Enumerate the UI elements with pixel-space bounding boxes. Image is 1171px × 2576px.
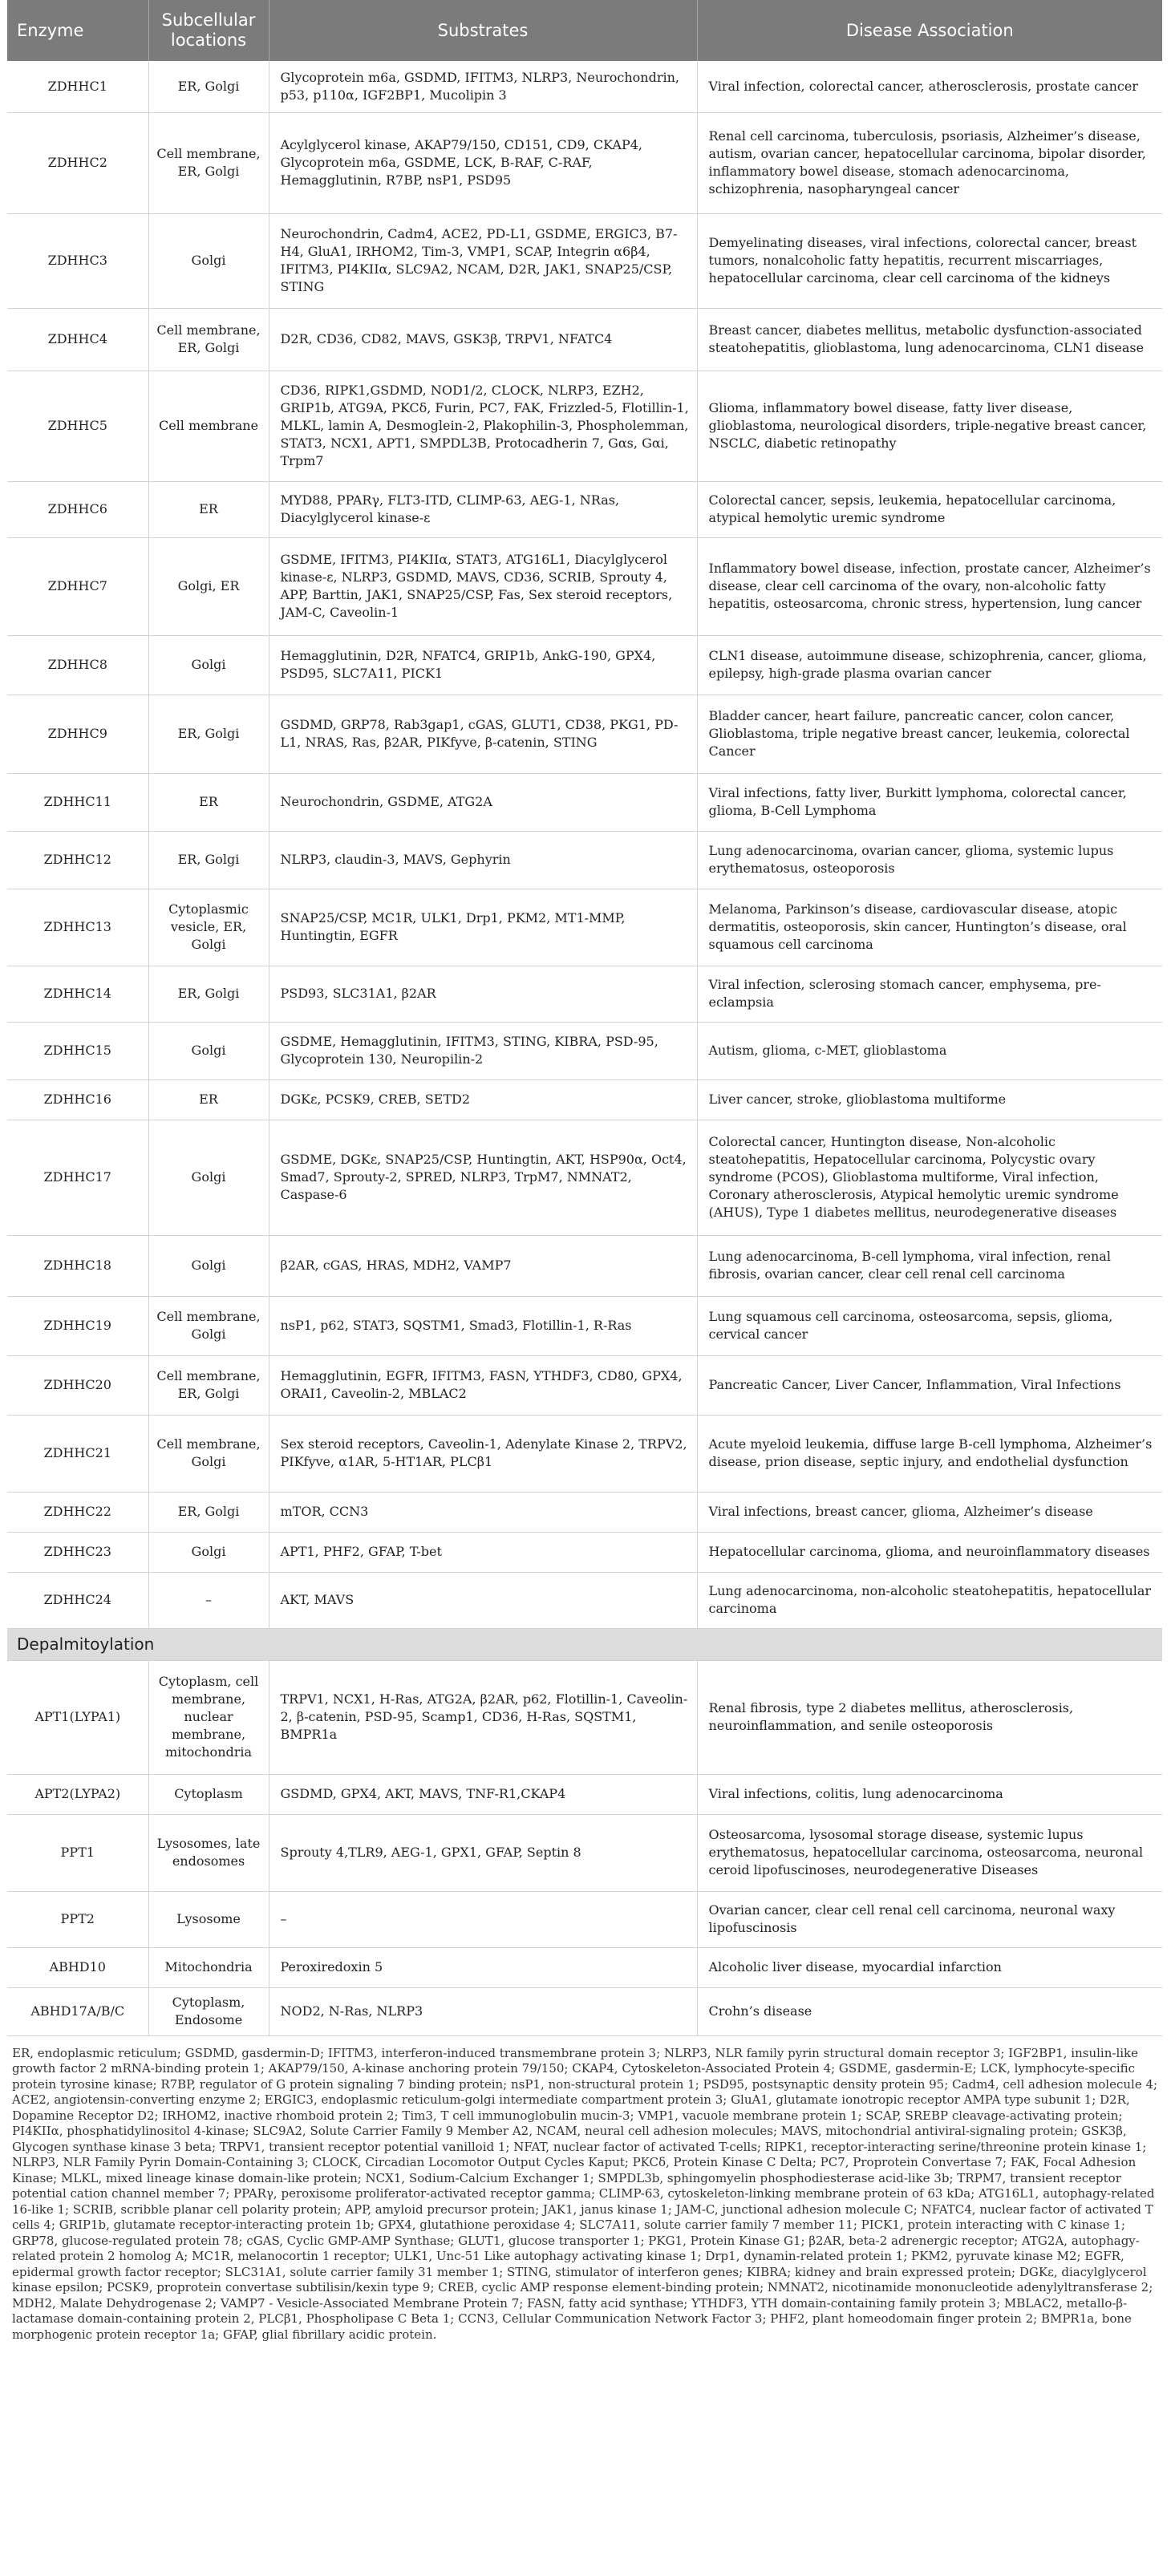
table-row [7,1022,1162,1079]
cell-substrates: NLRP3, claudin-3, MAVS, Gephyrin [269,831,697,889]
cell-disease-association: Renal cell carcinoma, tuberculosis, psoriasis, Alzheimer’s disease, autism, ovarian cancer, hepatocellular carcinoma, bipolar disorder, inflammatory bowel disease, stomach adenocarcinoma, schizophrenia, nasopharyngeal cancer [697,112,1162,213]
cell-enzyme: ABHD10 [7,1947,148,1987]
cell-enzyme: ZDHHC18 [7,1235,148,1296]
cell-subcellular-location: ER [148,481,269,537]
cell-disease-association: Colorectal cancer, Huntington disease, Non-alcoholic steatohepatitis, Hepatocellular carcinoma, Polycystic ovary syndrome (PCOS), Glioblastoma multiforme, Viral infection, Coronary atherosclerosis, Atypical hemolytic uremic syndrome (AHUS), Type 1 diabetes mellitus, neurodegenerative diseases [697,1120,1162,1235]
cell-substrates: D2R, CD36, CD82, MAVS, GSK3β, TRPV1, NFATC4 [269,308,697,371]
table-row [7,213,1162,308]
table-row [7,1660,1162,1774]
header-enzyme: Enzyme [7,0,148,61]
table-row [7,1572,1162,1628]
cell-subcellular-location: Cell membrane [148,371,269,481]
cell-enzyme: ZDHHC17 [7,1120,148,1235]
cell-substrates: APT1, PHF2, GFAP, T-bet [269,1532,697,1572]
header-subcellular-locations: Subcellular locations [148,0,269,61]
table-row [7,1891,1162,1947]
cell-subcellular-location: Golgi [148,635,269,695]
cell-enzyme: PPT1 [7,1814,148,1891]
cell-disease-association: Melanoma, Parkinson’s disease, cardiovascular disease, atopic dermatitis, osteoporosis, skin cancer, Huntington’s disease, oral squamous cell carcinoma [697,889,1162,966]
cell-disease-association: Viral infections, fatty liver, Burkitt lymphoma, colorectal cancer, glioma, B-Cell Lymphoma [697,773,1162,831]
cell-substrates: PSD93, SLC31A1, β2AR [269,966,697,1022]
cell-enzyme: ZDHHC13 [7,889,148,966]
cell-subcellular-location: ER [148,1079,269,1120]
cell-substrates: GSDMD, GPX4, AKT, MAVS, TNF-R1,CKAP4 [269,1774,697,1814]
cell-disease-association: Glioma, inflammatory bowel disease, fatty liver disease, glioblastoma, neurological disorders, triple-negative breast cancer, NSCLC, diabetic retinopathy [697,371,1162,481]
cell-substrates: NOD2, N-Ras, NLRP3 [269,1987,697,2035]
cell-subcellular-location: Cell membrane, Golgi [148,1296,269,1355]
table-row [7,1492,1162,1532]
cell-disease-association: Liver cancer, stroke, glioblastoma multiforme [697,1079,1162,1120]
table-row [7,635,1162,695]
section-title: Depalmitoylation [7,1628,1162,1660]
cell-subcellular-location: Cell membrane, ER, Golgi [148,308,269,371]
cell-enzyme: ZDHHC8 [7,635,148,695]
cell-disease-association: Ovarian cancer, clear cell renal cell carcinoma, neuronal waxy lipofuscinosis [697,1891,1162,1947]
cell-substrates: Sprouty 4,TLR9, AEG-1, GPX1, GFAP, Septin 8 [269,1814,697,1891]
cell-enzyme: ZDHHC14 [7,966,148,1022]
table-row [7,695,1162,773]
table-row [7,1774,1162,1814]
cell-enzyme: APT2(LYPA2) [7,1774,148,1814]
cell-enzyme: ZDHHC2 [7,112,148,213]
cell-subcellular-location: Golgi [148,1120,269,1235]
cell-subcellular-location: Golgi [148,1235,269,1296]
cell-substrates: Neurochondrin, Cadm4, ACE2, PD-L1, GSDME, ERGIC3, B7-H4, GluA1, IRHOM2, Tim-3, VMP1, SCAP, Integrin α6β4, IFITM3, PI4KIIα, SLC9A2, NCAM, D2R, JAK1, SNAP25/CSP, STING [269,213,697,308]
cell-enzyme: ZDHHC9 [7,695,148,773]
cell-disease-association: Acute myeloid leukemia, diffuse large B-cell lymphoma, Alzheimer’s disease, prion disease, septic injury, and endothelial dysfunction [697,1415,1162,1492]
cell-substrates: GSDME, IFITM3, PI4KIIα, STAT3, ATG16L1, Diacylglycerol kinase-ε, NLRP3, GSDMD, MAVS, CD36, SCRIB, Sprouty 4, APP, Barttin, JAK1, SNAP25/CSP, Fas, Sex steroid receptors, JAM-C, Caveolin-1 [269,537,697,635]
table-row [7,1296,1162,1355]
cell-subcellular-location: – [148,1572,269,1628]
cell-enzyme: ZDHHC16 [7,1079,148,1120]
table-row [7,1415,1162,1492]
table-row [7,371,1162,481]
cell-subcellular-location: ER, Golgi [148,61,269,112]
cell-substrates: DGKε, PCSK9, CREB, SETD2 [269,1079,697,1120]
cell-enzyme: ZDHHC23 [7,1532,148,1572]
cell-enzyme: ZDHHC20 [7,1355,148,1415]
table-row [7,481,1162,537]
table-row [7,1235,1162,1296]
table-row [7,1814,1162,1891]
cell-substrates: Peroxiredoxin 5 [269,1947,697,1987]
cell-substrates: SNAP25/CSP, MC1R, ULK1, Drp1, PKM2, MT1-MMP, Huntingtin, EGFR [269,889,697,966]
cell-substrates: AKT, MAVS [269,1572,697,1628]
cell-substrates: Hemagglutinin, D2R, NFATC4, GRIP1b, AnkG-190, GPX4, PSD95, SLC7A11, PICK1 [269,635,697,695]
cell-disease-association: Demyelinating diseases, viral infections, colorectal cancer, breast tumors, nonalcoholic fatty hepatitis, recurrent miscarriages, hepatocellular carcinoma, clear cell carcinoma of the kidneys [697,213,1162,308]
cell-subcellular-location: ER [148,773,269,831]
cell-subcellular-location: Golgi [148,1022,269,1079]
cell-subcellular-location: Cytoplasm [148,1774,269,1814]
cell-enzyme: ZDHHC5 [7,371,148,481]
cell-substrates: MYD88, PPARγ, FLT3-ITD, CLIMP-63, AEG-1, NRas, Diacylglycerol kinase-ε [269,481,697,537]
cell-subcellular-location: Golgi, ER [148,537,269,635]
cell-substrates: mTOR, CCN3 [269,1492,697,1532]
cell-enzyme: ABHD17A/B/C [7,1987,148,2035]
cell-disease-association: Alcoholic liver disease, myocardial infarction [697,1947,1162,1987]
cell-disease-association: Breast cancer, diabetes mellitus, metabolic dysfunction-associated steatohepatitis, glioblastoma, lung adenocarcinoma, CLN1 disease [697,308,1162,371]
page [7,0,1162,2343]
table-row [7,1355,1162,1415]
section-row-depalmitoylation [7,1628,1162,1660]
cell-enzyme: ZDHHC3 [7,213,148,308]
table-row [7,1120,1162,1235]
cell-enzyme: PPT2 [7,1891,148,1947]
cell-subcellular-location: Cytoplasm, cell membrane, nuclear membrane, mitochondria [148,1660,269,1774]
cell-disease-association: Viral infection, colorectal cancer, atherosclerosis, prostate cancer [697,61,1162,112]
table-body [7,61,1162,2035]
cell-substrates: β2AR, cGAS, HRAS, MDH2, VAMP7 [269,1235,697,1296]
table-row [7,1079,1162,1120]
cell-disease-association: Hepatocellular carcinoma, glioma, and neuroinflammatory diseases [697,1532,1162,1572]
cell-substrates: Sex steroid receptors, Caveolin-1, Adenylate Kinase 2, TRPV2, PIKfyve, α1AR, 5-HT1AR, PLCβ1 [269,1415,697,1492]
table-row [7,537,1162,635]
table-row [7,61,1162,112]
cell-subcellular-location: Cytoplasmic vesicle, ER, Golgi [148,889,269,966]
cell-subcellular-location: Cytoplasm, Endosome [148,1987,269,2035]
table-footnote: ER, endoplasmic reticulum; GSDMD, gasdermin-D; IFITM3, interferon-induced transmembrane protein 3; NLRP3, NLR family pyrin structural domain receptor 3; IGF2BP1, insulin-like growth factor 2 mRNA-binding protein 1; AKAP79/150, A-kinase anchoring protein 79/150; CKAP4, Cytoskeleton-Associated Protein 4; GSDME, gasdermin-E; LCK, lymphocyte-specific protein tyrosine kinase; R7BP, regulator of G protein signaling 7 binding protein; nsP1, non-structural protein 1; PSD95, postsynaptic density protein 95; Cadm4, cell adhesion molecule 4; ACE2, angiotensin-converting enzyme 2; ERGIC3, endoplasmic reticulum-golgi intermediate compartment protein 3; GluA1, glutamate ionotropic receptor AMPA type subunit 1; D2R, Dopamine Receptor D2; IRHOM2, inactive rhomboid protein 2; Tim3, T cell immunoglobulin mucin-3; VMP1, vacuole membrane protein 1; SCAP, SREBP cleavage-activating protein; PI4KIIα, phosphatidylinositol 4-kinase; SLC9A2, Solute Carrier Family 9 Member A2, NCAM, neural cell adhesion molecules; MAVS, mitochondrial antiviral-signaling protein; GSK3β, Glycogen synthase kinase 3 beta; TRPV1, transient receptor potential vanilloid 1; NFAT, nuclear factor of activated T-cells; RIPK1, receptor-interacting serine/threonine protein kinase 1; NLRP3, NLR Family Pyrin Domain-Containing 3; CLOCK, Circadian Locomotor Output Cycles Kaput; PKCδ, Protein Kinase C Delta; PC7, Proprotein Convertase 7; FAK, Focal Adhesion Kinase; MLKL, mixed lineage kinase domain-like protein; NCX1, Sodium-Calcium Exchanger 1; SMPDL3b, sphingomyelin phosphodiesterase acid-like 3b; TRPM7, transient receptor potential cation channel member 7; PPARγ, peroxisome proliferator-activated receptor gamma; CLIMP-63, cytoskeleton-linking membrane protein of 63 kDa; ATG16L1, autophagy-related 16-like 1; SCRIB, scribble planar cell polarity protein; APP, amyloid precursor protein; JAK1, janus kinase 1; JAM-C, junctional adhesion molecule C; NFATC4, nuclear factor of activated T cells 4; GRIP1b, glutamate receptor-interacting protein 1b; GPX4, glutathione peroxidase 4; SLC7A11, solute carrier family 7 member 11; PICK1, protein interacting with C kinase 1; GRP78, glucose-regulated protein 78; cGAS, Cyclic GMP-AMP Synthase; GLUT1, glucose transporter 1; PKG1, Protein Kinase G1; β2AR, beta-2 adrenergic receptor; ATG2A, autophagy-related protein 2 homolog A; MC1R, melanocortin 1 receptor; ULK1, Unc-51 Like autophagy activating kinase 1; Drp1, dynamin-related protein 1; PKM2, pyruvate kinase M2; EGFR, epidermal growth factor receptor; SLC31A1, solute carrier family 31 member 1; STING, stimulator of interferon genes; KIBRA; kidney and brain expressed protein; DGKε, diacylglycerol kinase epsilon; PCSK9, proprotein convertase subtilisin/kexin type 9; CREB, cyclic AMP response element-binding protein; NMNAT2, nicotinamide mononucleotide adenylyltransferase 2; MDH2, Malate Dehydrogenase 2; VAMP7 - Vesicle-Associated Membrane Protein 7; FASN, fatty acid synthase; YTHDF3, YTH domain-containing family protein 3; MBLAC2, metallo-β-lactamase domain-containing protein 2, PLCβ1, Phospholipase C Beta 1; CCN3, Cellular Communication Network Factor 3; PHF2, plant homeodomain finger protein 2; BMPR1a, bone morphogenic protein receptor 1a; GFAP, glial fibrillary acidic protein. [12,2045,1158,2342]
cell-enzyme: ZDHHC22 [7,1492,148,1532]
cell-substrates: GSDME, Hemagglutinin, IFITM3, STING, KIBRA, PSD-95, Glycoprotein 130, Neuropilin-2 [269,1022,697,1079]
cell-enzyme: ZDHHC12 [7,831,148,889]
table-row [7,112,1162,213]
cell-disease-association: Colorectal cancer, sepsis, leukemia, hepatocellular carcinoma, atypical hemolytic uremic syndrome [697,481,1162,537]
cell-subcellular-location: ER, Golgi [148,1492,269,1532]
cell-substrates: GSDMD, GRP78, Rab3gap1, cGAS, GLUT1, CD38, PKG1, PD-L1, NRAS, Ras, β2AR, PIKfyve, β-catenin, STING [269,695,697,773]
header-substrates: Substrates [269,0,697,61]
cell-substrates: Acylglycerol kinase, AKAP79/150, CD151, CD9, CKAP4, Glycoprotein m6a, GSDME, LCK, B-RAF, C-RAF, Hemagglutinin, R7BP, nsP1, PSD95 [269,112,697,213]
header-disease-association: Disease Association [697,0,1162,61]
cell-subcellular-location: ER, Golgi [148,966,269,1022]
table-row [7,966,1162,1022]
cell-substrates: nsP1, p62, STAT3, SQSTM1, Smad3, Flotillin-1, R-Ras [269,1296,697,1355]
cell-substrates: CD36, RIPK1,GSDMD, NOD1/2, CLOCK, NLRP3, EZH2, GRIP1b, ATG9A, PKCδ, Furin, PC7, FAK, Frizzled-5, Flotillin-1, MLKL, lamin A, Desmoglein-2, Plakophilin-3, Phospholemman, STAT3, NCX1, APT1, SMPDL3B, Protocadherin 7, Gαs, Gαi, Trpm7 [269,371,697,481]
cell-enzyme: ZDHHC4 [7,308,148,371]
cell-disease-association: Viral infections, breast cancer, glioma, Alzheimer’s disease [697,1492,1162,1532]
cell-substrates: Hemagglutinin, EGFR, IFITM3, FASN, YTHDF3, CD80, GPX4, ORAI1, Caveolin-2, MBLAC2 [269,1355,697,1415]
cell-enzyme: ZDHHC15 [7,1022,148,1079]
cell-disease-association: Lung adenocarcinoma, B-cell lymphoma, viral infection, renal fibrosis, ovarian cancer, clear cell renal cell carcinoma [697,1235,1162,1296]
cell-subcellular-location: Lysosomes, late endosomes [148,1814,269,1891]
cell-enzyme: ZDHHC21 [7,1415,148,1492]
table-row [7,1987,1162,2035]
cell-enzyme: ZDHHC1 [7,61,148,112]
cell-disease-association: CLN1 disease, autoimmune disease, schizophrenia, cancer, glioma, epilepsy, high-grade plasma ovarian cancer [697,635,1162,695]
cell-subcellular-location: ER, Golgi [148,695,269,773]
cell-disease-association: Osteosarcoma, lysosomal storage disease, systemic lupus erythematosus, hepatocellular carcinoma, osteosarcoma, neuronal ceroid lipofuscinoses, neurodegenerative Diseases [697,1814,1162,1891]
cell-substrates: GSDME, DGKε, SNAP25/CSP, Huntingtin, AKT, HSP90α, Oct4, Smad7, Sprouty-2, SPRED, NLRP3, TrpM7, NMNAT2, Caspase-6 [269,1120,697,1235]
cell-disease-association: Viral infections, colitis, lung adenocarcinoma [697,1774,1162,1814]
table-row [7,308,1162,371]
table-header-row [7,0,1162,61]
cell-subcellular-location: Cell membrane, ER, Golgi [148,112,269,213]
cell-enzyme: ZDHHC6 [7,481,148,537]
cell-disease-association: Lung adenocarcinoma, non-alcoholic steatohepatitis, hepatocellular carcinoma [697,1572,1162,1628]
cell-substrates: TRPV1, NCX1, H-Ras, ATG2A, β2AR, p62, Flotillin-1, Caveolin-2, β-catenin, PSD-95, Scamp1, CD36, H-Ras, SQSTM1, BMPR1a [269,1660,697,1774]
cell-subcellular-location: Golgi [148,1532,269,1572]
cell-disease-association: Lung adenocarcinoma, ovarian cancer, glioma, systemic lupus erythematosus, osteoporosis [697,831,1162,889]
cell-disease-association: Inflammatory bowel disease, infection, prostate cancer, Alzheimer’s disease, clear cell carcinoma of the ovary, non-alcoholic fatty hepatitis, osteosarcoma, chronic stress, hypertension, lung cancer [697,537,1162,635]
enzyme-table [7,0,1162,2036]
cell-subcellular-location: Cell membrane, ER, Golgi [148,1355,269,1415]
table-row [7,889,1162,966]
cell-subcellular-location: ER, Golgi [148,831,269,889]
cell-disease-association: Crohn’s disease [697,1987,1162,2035]
table-row [7,831,1162,889]
table-row [7,773,1162,831]
cell-substrates: – [269,1891,697,1947]
table-row [7,1947,1162,1987]
cell-disease-association: Bladder cancer, heart failure, pancreatic cancer, colon cancer, Glioblastoma, triple negative breast cancer, leukemia, colorectal Cancer [697,695,1162,773]
cell-enzyme: ZDHHC19 [7,1296,148,1355]
cell-substrates: Glycoprotein m6a, GSDMD, IFITM3, NLRP3, Neurochondrin, p53, p110α, IGF2BP1, Mucolipin 3 [269,61,697,112]
table-row [7,1532,1162,1572]
cell-subcellular-location: Lysosome [148,1891,269,1947]
cell-subcellular-location: Golgi [148,213,269,308]
cell-enzyme: APT1(LYPA1) [7,1660,148,1774]
cell-disease-association: Viral infection, sclerosing stomach cancer, emphysema, pre-eclampsia [697,966,1162,1022]
cell-subcellular-location: Mitochondria [148,1947,269,1987]
cell-disease-association: Pancreatic Cancer, Liver Cancer, Inflammation, Viral Infections [697,1355,1162,1415]
cell-enzyme: ZDHHC24 [7,1572,148,1628]
cell-enzyme: ZDHHC11 [7,773,148,831]
cell-substrates: Neurochondrin, GSDME, ATG2A [269,773,697,831]
cell-disease-association: Lung squamous cell carcinoma, osteosarcoma, sepsis, glioma, cervical cancer [697,1296,1162,1355]
cell-disease-association: Autism, glioma, c-MET, glioblastoma [697,1022,1162,1079]
cell-subcellular-location: Cell membrane, Golgi [148,1415,269,1492]
cell-enzyme: ZDHHC7 [7,537,148,635]
cell-disease-association: Renal fibrosis, type 2 diabetes mellitus, atherosclerosis, neuroinflammation, and senile osteoporosis [697,1660,1162,1774]
